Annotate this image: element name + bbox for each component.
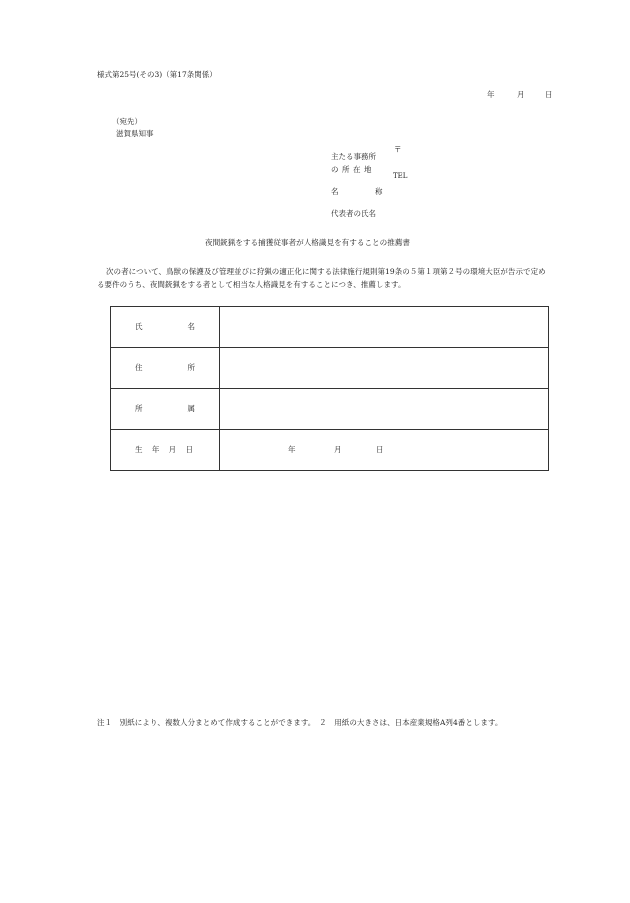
name-label-char-2: 称 [375,187,383,196]
footnotes: 注１ 別紙により、複数人分まとめて作成することができます。 ２ 用紙の大きさは、日本産業規格A列4番とします。 [97,718,503,727]
name-value-cell[interactable] [220,307,549,348]
table-row-affiliation [111,389,549,430]
date-day-label: 日 [545,90,553,99]
birthdate-value-cell[interactable] [220,430,549,471]
label-char: 年 [151,445,160,455]
label-char: 日 [185,445,193,455]
label-char: 氏 [135,322,143,332]
birth-year-unit: 年 [288,445,296,455]
birthdate-label-cell [111,430,220,471]
date-year-label: 年 [487,90,495,99]
label-char: 所 [187,363,195,373]
label-char: 月 [168,445,177,455]
recipient-name: 滋賀県知事 [116,129,154,138]
birth-day-unit: 日 [376,445,384,455]
tel-label: TEL [393,172,408,180]
date-month-label: 月 [517,90,525,99]
table-row-name [111,307,549,348]
label-char: 住 [135,363,143,373]
address-value-cell[interactable] [220,348,549,389]
name-label-cell [111,307,220,348]
office-address-label-line2: の所在地 [331,165,375,174]
nominee-info-table [110,306,549,471]
birth-month-unit: 月 [334,445,342,455]
date-line [487,90,553,99]
form-number: 様式第25号(その3)（第17条関係） [97,70,217,79]
affiliation-value-cell[interactable] [220,389,549,430]
address-label-cell [111,348,220,389]
document-title: 夜間銃猟をする捕獲従事者が人格識見を有することの推薦書 [205,238,411,247]
label-char: 所 [135,404,143,414]
postal-mark: 〒 [394,145,402,154]
label-char: 生 [135,445,143,455]
office-address-label-line1: 主たる事務所 [331,152,376,161]
organization-name-label [331,187,383,196]
label-char: 名 [187,322,195,332]
table-row-address [111,348,549,389]
recipient-label: （宛先） [112,117,142,126]
table-row-birthdate [111,430,549,471]
label-char: 属 [187,404,195,414]
recommendation-body: 次の者について、鳥獣の保護及び管理並びに狩猟の適正化に関する法律施行規則第19条の５第１項第２号の環境大臣が告示で定める要件のうち、夜間銃猟をする者として相当な人格識見を有することにつき、推薦します。 [97,267,546,289]
representative-name-label: 代表者の氏名 [331,209,376,218]
affiliation-label-cell [111,389,220,430]
name-label-char-1: 名 [331,187,339,196]
